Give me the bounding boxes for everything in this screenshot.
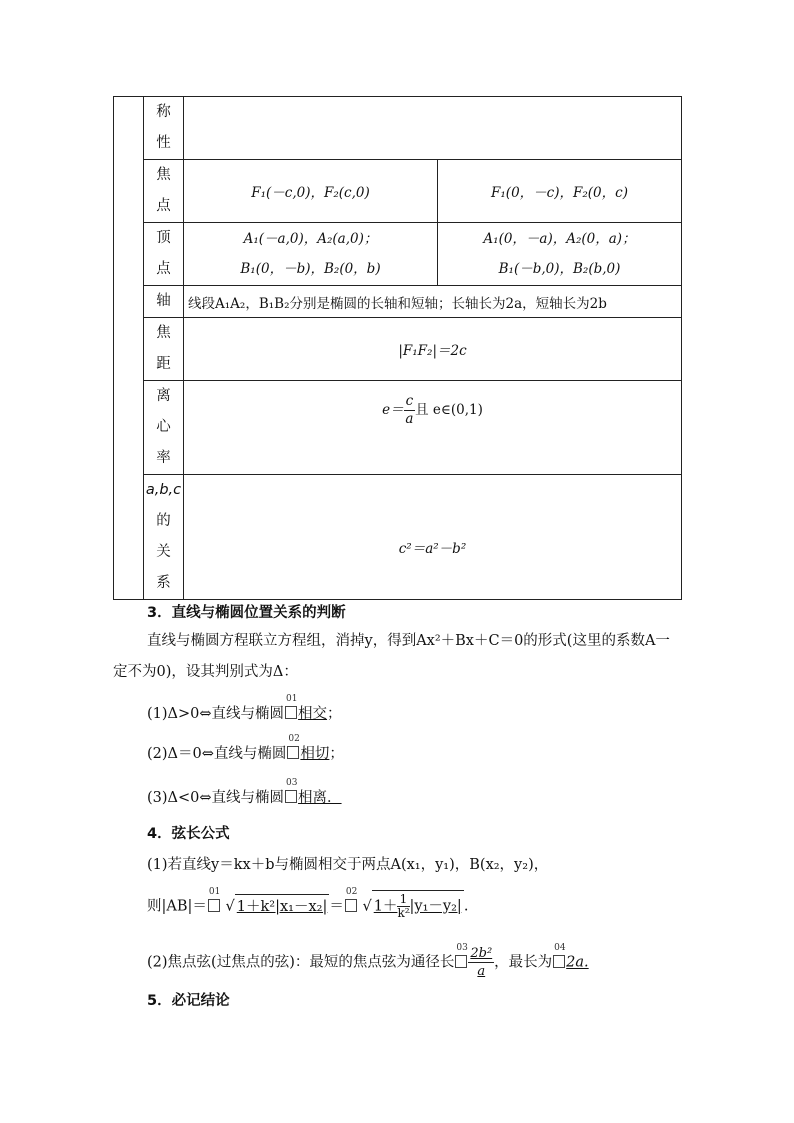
answer-marker-01: 01: [285, 706, 297, 719]
answer-marker-03: 03: [285, 790, 297, 803]
table-gutter: [114, 97, 144, 600]
chord-length-formula: 则|AB|＝ 01 √ 1＋k²|x₁－x₂| ＝ 02 √ 1＋ $\frac{1}{\text{k²}}$ |y₁－y₂| .: [147, 886, 469, 920]
symmetry-cell: [184, 97, 682, 160]
row-label-vertices: 顶 点: [144, 223, 184, 286]
eccentricity-formula: e＝ $\frac{c}{a}$ 且 e∈(0,1): [184, 381, 682, 475]
focal-chord-line: (2)焦点弦(过焦点的弦)：最短的焦点弦为通径长 03 $\frac{\text{2b²}}{a}$ ，最长为 04 2a.: [147, 942, 589, 979]
focal-distance-formula: |F₁F₂|＝2c: [184, 318, 682, 381]
foci-x-axis: F₁(－c,0)，F₂(c,0): [184, 160, 438, 223]
ellipse-properties-table: [113, 96, 682, 600]
abc-relation-formula: c²＝a²－b²: [184, 475, 682, 600]
case-intersect: (1)Δ>0⇔直线与椭圆 01 相交；: [147, 694, 342, 722]
vertices-x-axis: A₁(－a,0)，A₂(a,0)； B₁(0，－b)，B₂(0，b): [184, 223, 438, 286]
latus-rectum-fraction: $\frac{\text{2b²}}{a}$: [470, 946, 493, 979]
answer-marker-02: 02: [287, 746, 299, 759]
inverse-k-squared-fraction: $\frac{1}{\text{k²}}$: [397, 892, 410, 920]
row-label-eccentricity: 离 心 率: [144, 381, 184, 475]
answer-marker-02: 02: [345, 899, 357, 912]
case-tangent: (2)Δ＝0⇔直线与椭圆 02 相切；: [147, 734, 344, 762]
section-5-heading: 5．必记结论: [147, 993, 230, 1009]
row-label-relation: a,b,c 的 关 系: [144, 475, 184, 600]
answer-marker-03: 03: [455, 955, 467, 968]
row-label-symmetry: 称 性: [144, 97, 184, 160]
row-label-axes: 轴: [144, 286, 184, 318]
section-4-heading: 4．弦长公式: [147, 826, 230, 842]
section-3-heading: 3．直线与椭圆位置关系的判断: [147, 605, 346, 621]
row-label-focal-distance: 焦 距: [144, 318, 184, 381]
eccentricity-fraction: $\frac{c}{a}$: [405, 393, 414, 427]
answer-marker-04: 04: [553, 955, 565, 968]
chord-length-condition: (1)若直线y＝kx＋b与椭圆相交于两点A(x₁，y₁)，B(x₂，y₂)，: [147, 857, 549, 873]
row-label-foci: 焦 点: [144, 160, 184, 223]
vertices-y-axis: A₁(0，－a)，A₂(0，a)； B₁(－b,0)，B₂(b,0): [438, 223, 682, 286]
section-3-intro: 直线与椭圆方程联立方程组，消掉y，得到Ax²＋Bx＋C＝0的形式(这里的系数A一定不为0)，设其判别式为Δ：: [113, 633, 670, 680]
answer-marker-01: 01: [208, 899, 220, 912]
foci-y-axis: F₁(0，－c)，F₂(0，c): [438, 160, 682, 223]
case-separate: (3)Δ<0⇔直线与椭圆 03 相离．: [147, 778, 342, 806]
axes-description: 线段A₁A₂，B₁B₂分别是椭圆的长轴和短轴；长轴长为2a，短轴长为2b: [184, 286, 682, 318]
